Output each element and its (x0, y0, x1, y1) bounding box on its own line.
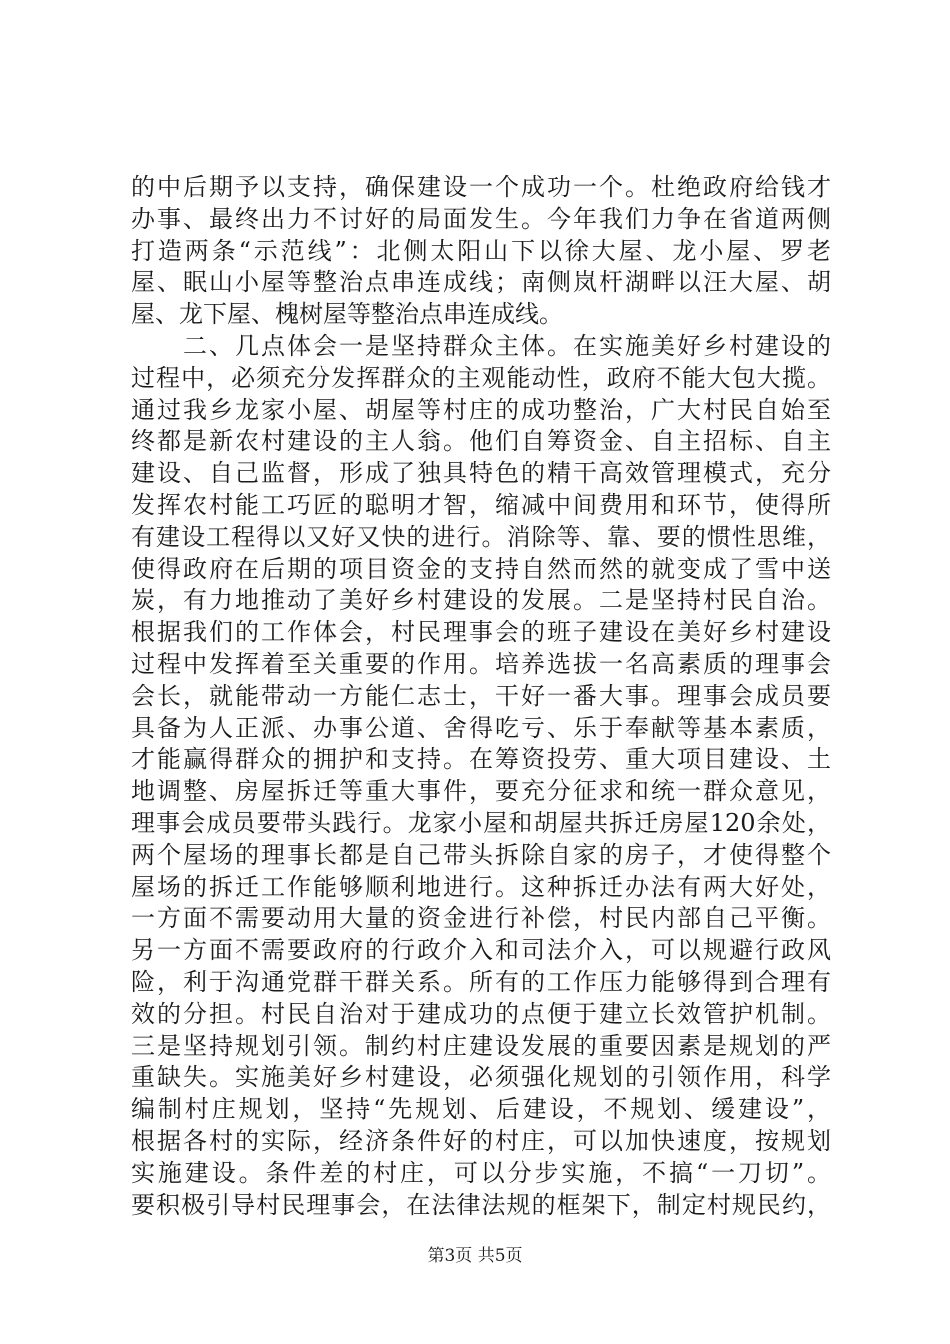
text-line: 打造两条“示范线”：北侧太阳山下以徐大屋、龙小屋、罗老 (131, 236, 831, 265)
text-line: 险，利于沟通党群干群关系。所有的工作压力能够得到合理有 (131, 967, 831, 996)
text-line: 根据我们的工作体会，村民理事会的班子建设在美好乡村建设 (131, 618, 831, 647)
text-line: 具备为人正派、办事公道、舍得吃亏、乐于奉献等基本素质， (131, 713, 831, 742)
text-line: 炭，有力地推动了美好乡村建设的发展。二是坚持村民自治。 (131, 586, 831, 615)
text-line: 屋、眠山小屋等整治点串连成线；南侧岚杆湖畔以汪大屋、胡 (131, 268, 831, 297)
text-line: 有建设工程得以又好又快的进行。消除等、靠、要的惯性思维， (131, 522, 831, 551)
text-line: 要积极引导村民理事会，在法律法规的框架下，制定村规民约， (131, 1190, 831, 1219)
body-text (131, 172, 831, 1221)
page-number-footer: 第3页 共5页 (427, 1246, 523, 1266)
text-line: 地调整、房屋拆迁等重大事件，要充分征求和统一群众意见， (131, 777, 831, 806)
text-line: 两个屋场的理事长都是自己带头拆除自家的房子，才使得整个 (131, 840, 831, 869)
text-line: 屋场的拆迁工作能够顺利地进行。这种拆迁办法有两大好处， (131, 872, 831, 901)
text-line: 使得政府在后期的项目资金的支持自然而然的就变成了雪中送 (131, 554, 831, 583)
text-line: 终都是新农村建设的主人翁。他们自筹资金、自主招标、自主 (131, 427, 831, 456)
text-line: 理事会成员要带头践行。龙家小屋和胡屋共拆迁房屋120余处， (131, 808, 831, 837)
text-line: 二、几点体会一是坚持群众主体。在实施美好乡村建设的 (131, 331, 831, 360)
text-line: 的中后期予以支持，确保建设一个成功一个。杜绝政府给钱才 (131, 173, 831, 201)
text-line: 三是坚持规划引领。制约村庄建设发展的重要因素是规划的严 (131, 1031, 831, 1060)
text-line: 过程中，必须充分发挥群众的主观能动性，政府不能大包大揽。 (131, 363, 831, 392)
text-line: 会长，就能带动一方能仁志士，干好一番大事。理事会成员要 (131, 681, 831, 710)
text-line: 另一方面不需要政府的行政介入和司法介入，可以规避行政风 (131, 936, 831, 965)
text-line: 一方面不需要动用大量的资金进行补偿，村民内部自己平衡。 (131, 904, 831, 933)
text-line: 重缺失。实施美好乡村建设，必须强化规划的引领作用，科学 (131, 1063, 831, 1092)
text-line: 办事、最终出力不讨好的局面发生。今年我们力争在省道两侧 (131, 204, 831, 233)
text-line: 发挥农村能工巧匠的聪明才智，缩减中间费用和环节，使得所 (131, 490, 831, 519)
text-line: 过程中发挥着至关重要的作用。培养选拔一名高素质的理事会 (131, 649, 831, 678)
text-line: 效的分担。村民自治对于建成功的点便于建立长效管护机制。 (131, 999, 831, 1028)
text-line: 通过我乡龙家小屋、胡屋等村庄的成功整治，广大村民自始至 (131, 395, 831, 424)
text-line: 屋、龙下屋、槐树屋等整治点串连成线。 (131, 300, 563, 329)
text-line: 根据各村的实际，经济条件好的村庄，可以加快速度，按规划 (131, 1126, 831, 1155)
text-line: 建设、自己监督，形成了独具特色的精干高效管理模式，充分 (131, 459, 831, 488)
text-line: 实施建设。条件差的村庄，可以分步实施，不搞“一刀切”。 (131, 1158, 831, 1187)
text-line: 才能赢得群众的拥护和支持。在筹资投劳、重大项目建设、土 (131, 745, 831, 774)
text-line: 编制村庄规划，坚持“先规划、后建设，不规划、缓建设”， (131, 1095, 831, 1124)
